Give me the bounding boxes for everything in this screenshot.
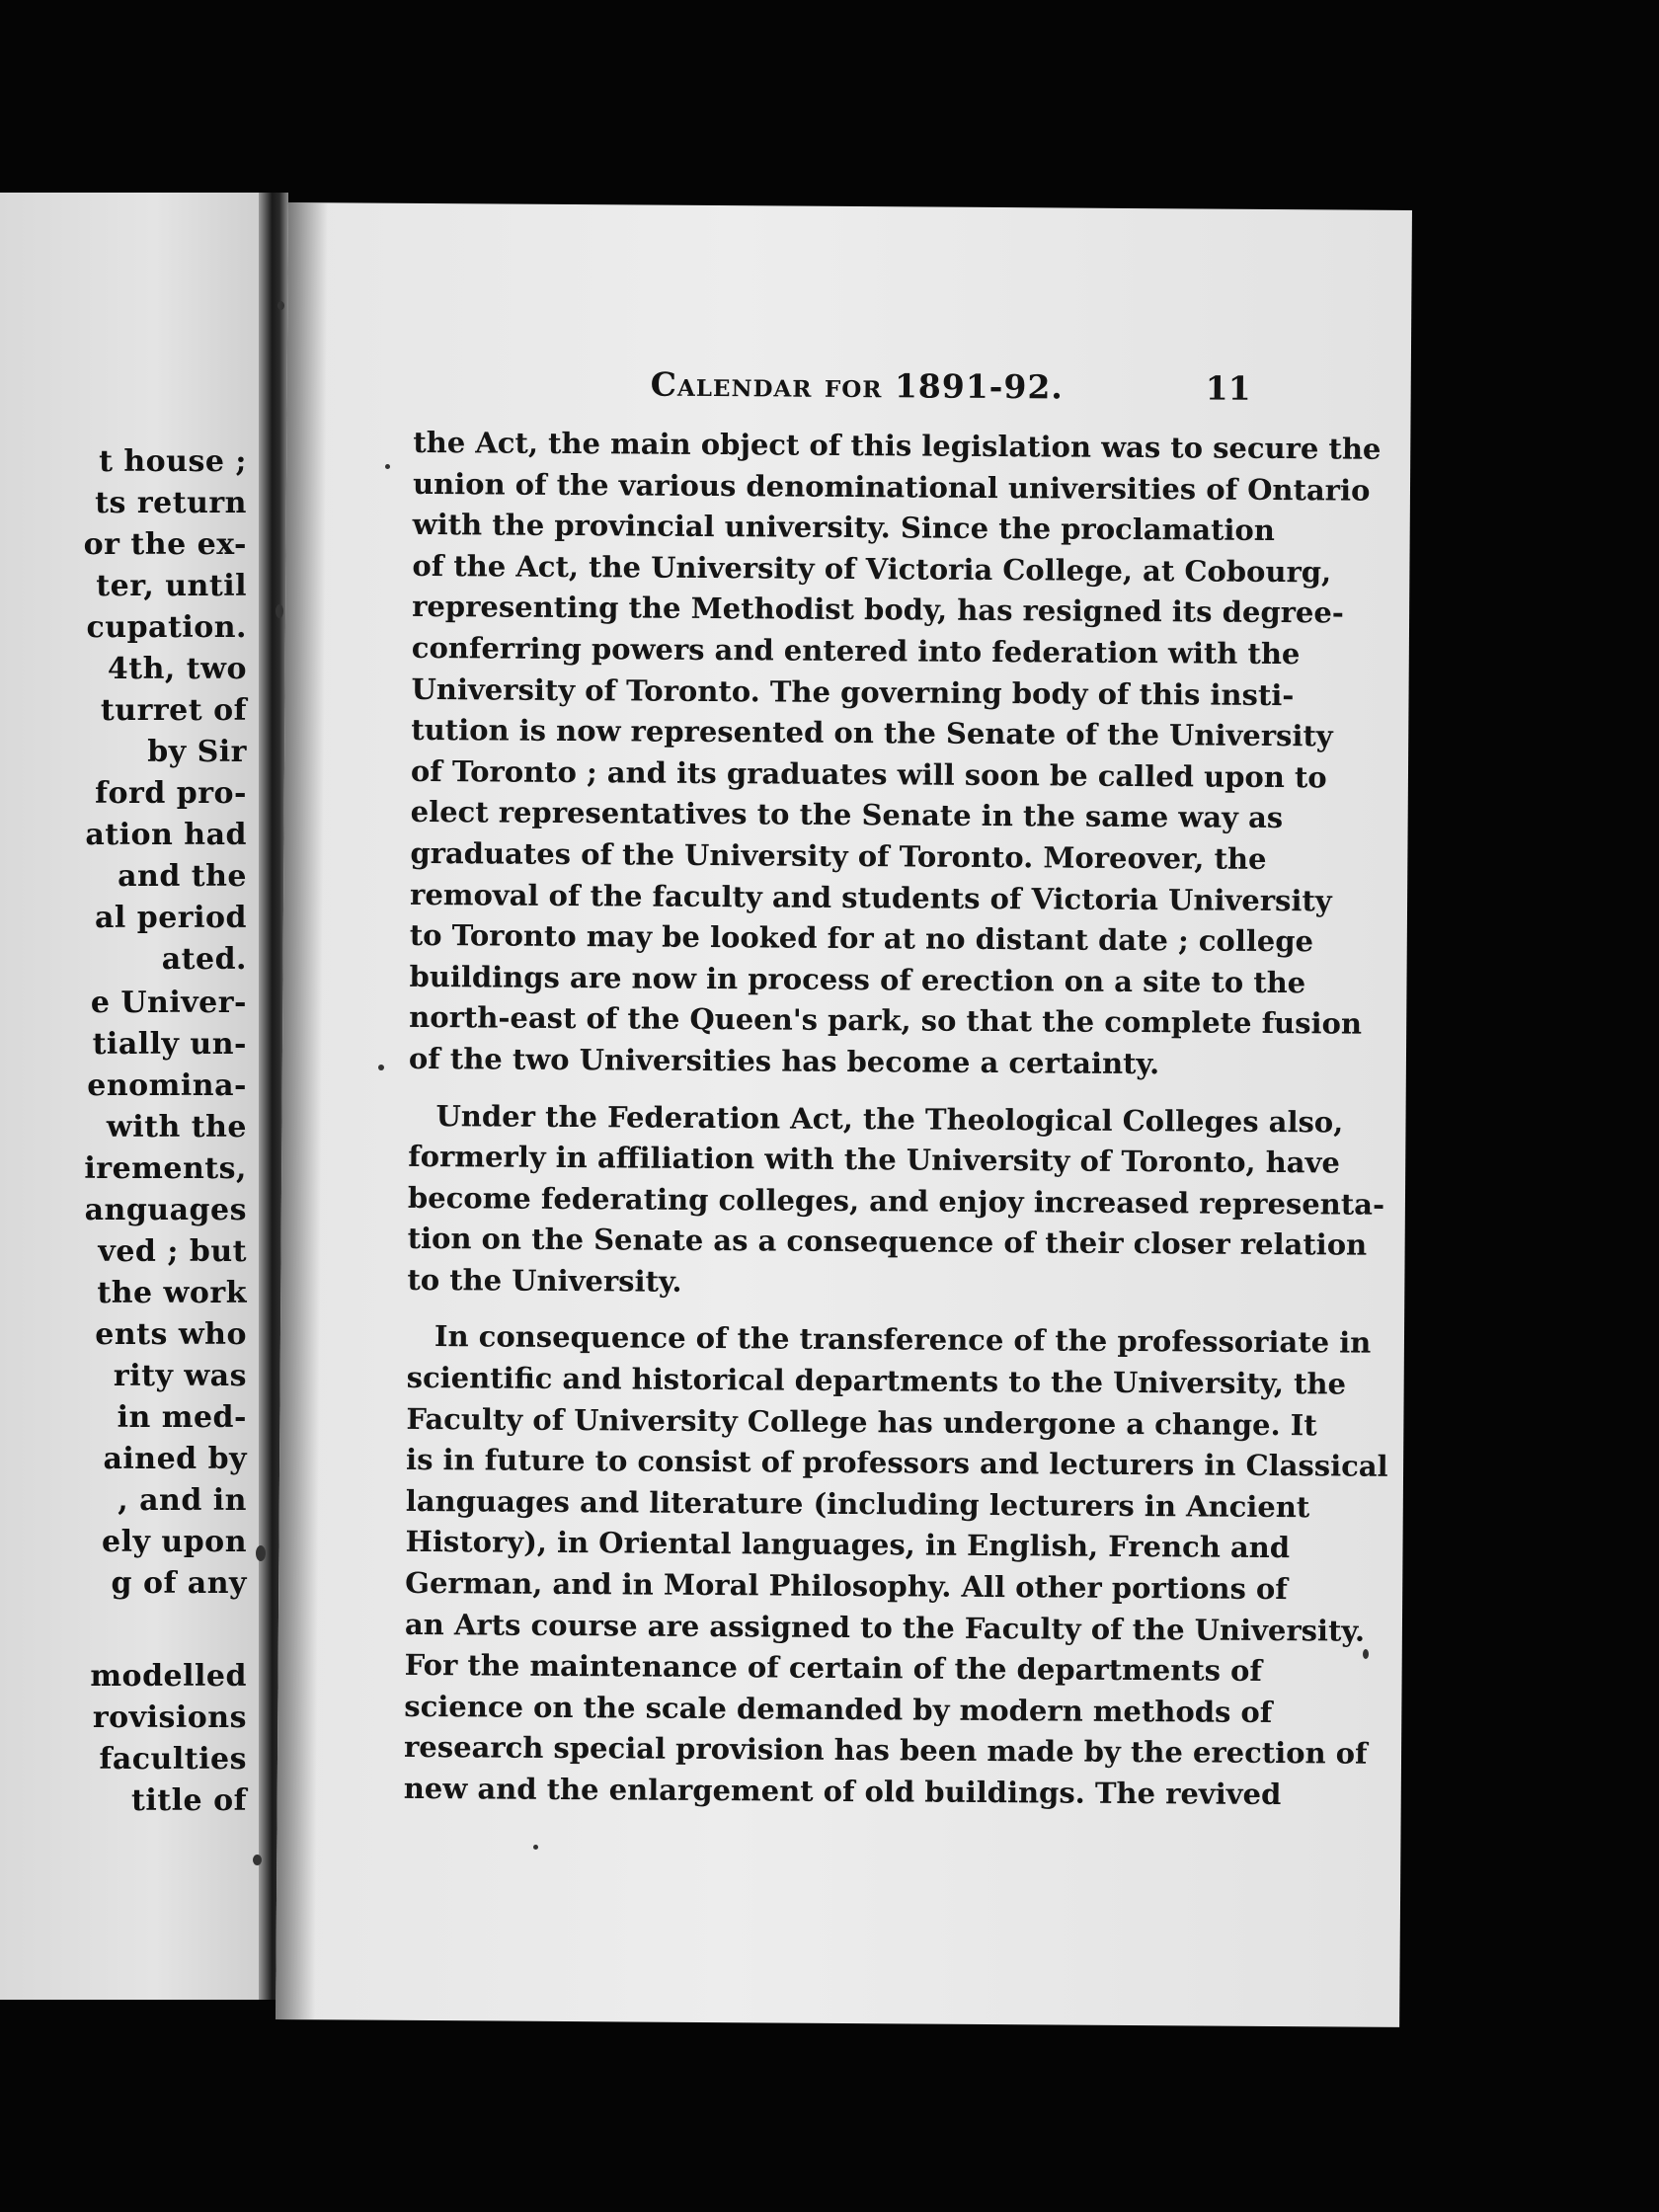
left-page-line: ter, until	[96, 569, 247, 603]
left-page-line: and the	[118, 859, 247, 894]
text-line: union of the various denominational universities of Ontario	[412, 466, 1371, 508]
right-page	[276, 202, 1412, 2027]
left-page-line: cupation.	[86, 610, 247, 645]
binding-mark	[277, 301, 284, 310]
left-page-line: ents who	[95, 1317, 247, 1352]
left-page-line: in med-	[117, 1400, 247, 1435]
left-page-line: ford pro-	[95, 776, 247, 811]
left-page-line: or the ex-	[83, 527, 247, 562]
left-page-line: by Sir	[147, 735, 247, 769]
text-line: conferring powers and entered into federation with the	[411, 630, 1301, 672]
left-page-line: ely upon	[102, 1525, 247, 1559]
left-page-line: 4th, two	[107, 652, 247, 686]
page-number: 11	[1205, 368, 1251, 408]
text-line: is in future to consist of professors and lecturers in Classical	[405, 1443, 1388, 1484]
running-head: Calendar for 1891-92.	[650, 364, 1065, 407]
text-line: of the Act, the University of Victoria College, at Cobourg,	[412, 548, 1332, 590]
left-page-line: the work	[97, 1276, 247, 1310]
text-line: languages and literature (including lecturers in Ancient	[405, 1483, 1310, 1525]
left-page-line: , and in	[118, 1483, 247, 1518]
binding-mark	[253, 1855, 262, 1865]
text-line: removal of the faculty and students of Victoria University	[409, 877, 1332, 917]
ink-speck	[378, 1065, 384, 1070]
left-page-line: ved ; but	[98, 1234, 247, 1269]
text-line: buildings are now in process of erection on a site to the	[409, 959, 1306, 999]
text-line: north-east of the Queen's park, so that the complete fusion	[409, 1000, 1363, 1041]
text-line: tion on the Senate as a consequence of their closer relation	[407, 1222, 1368, 1262]
left-page-line: anguages	[84, 1193, 247, 1227]
ink-speck	[533, 1845, 538, 1850]
text-line: become federating colleges, and enjoy increased representa-	[407, 1180, 1385, 1222]
left-page-line: g of any	[111, 1566, 247, 1601]
text-line: of Toronto ; and its graduates will soon be called upon to	[410, 753, 1327, 795]
paragraph	[407, 1095, 1385, 1306]
left-page-line: ained by	[103, 1442, 247, 1476]
left-page-line: e Univer-	[90, 986, 247, 1020]
left-page-line: enomina-	[87, 1068, 247, 1103]
text-line: with the provincial university. Since the proclamation	[412, 508, 1276, 548]
text-line: representing the Methodist body, has resigned its degree-	[412, 590, 1345, 630]
text-line: formerly in affiliation with the University of Toronto, have	[408, 1139, 1340, 1180]
text-line: In consequence of the transference of the professoriate in	[434, 1319, 1372, 1361]
text-line: Faculty of University College has undergone a change. It	[406, 1401, 1317, 1442]
text-line: science on the scale demanded by modern methods of	[404, 1689, 1273, 1729]
left-page-line: t house ;	[99, 444, 247, 479]
text-line: University of Toronto. The governing body of this insti-	[411, 672, 1295, 712]
text-line: tution is now represented on the Senate of the University	[411, 713, 1333, 753]
text-line: History), in Oriental languages, in English, French and	[405, 1525, 1291, 1565]
text-line: German, and in Moral Philosophy. All other portions of	[405, 1565, 1288, 1607]
left-page-line: turret of	[100, 693, 247, 728]
binding-mark	[256, 1545, 266, 1561]
left-page-line: irements,	[84, 1151, 247, 1186]
ink-speck	[385, 464, 390, 469]
left-page-line: ated.	[161, 942, 247, 977]
left-page-line: title of	[131, 1783, 247, 1818]
text-line: an Arts course are assigned to the Faculty of the University.	[404, 1607, 1366, 1648]
text-line: new and the enlargement of old buildings. The revived	[403, 1771, 1282, 1812]
text-line: the Act, the main object of this legislation was to secure the	[413, 425, 1382, 466]
ink-speck	[1363, 1649, 1369, 1659]
left-page-line: al period	[94, 901, 247, 935]
left-page-fragment	[0, 193, 259, 2000]
text-line: research special provision has been made by the erection of	[403, 1730, 1368, 1772]
left-page-line: rity was	[113, 1359, 247, 1393]
left-page-line: with the	[106, 1110, 247, 1145]
text-line: to Toronto may be looked for at no distant date ; college	[409, 918, 1314, 959]
paragraph	[403, 1316, 1388, 1815]
left-page-line: tially un-	[92, 1027, 247, 1062]
body-text	[403, 423, 1388, 1815]
text-line: of the two Universities has become a certainty.	[408, 1041, 1160, 1081]
left-page-line: ts return	[95, 486, 247, 520]
left-page-line: ation had	[85, 818, 247, 852]
text-line: to the University.	[407, 1262, 682, 1299]
binding-mark	[276, 604, 283, 618]
text-line: elect representatives to the Senate in the same way as	[410, 795, 1284, 835]
text-line: graduates of the University of Toronto. Moreover, the	[410, 835, 1267, 876]
left-page-line: modelled	[90, 1659, 247, 1694]
left-page-line: rovisions	[92, 1700, 247, 1735]
paragraph	[408, 423, 1382, 1085]
text-line: Under the Federation Act, the Theological Colleges also,	[435, 1098, 1344, 1139]
text-line: For the maintenance of certain of the departments of	[404, 1648, 1263, 1689]
text-line: scientific and historical departments to the University, the	[406, 1360, 1347, 1401]
left-page-line: faculties	[99, 1742, 247, 1777]
